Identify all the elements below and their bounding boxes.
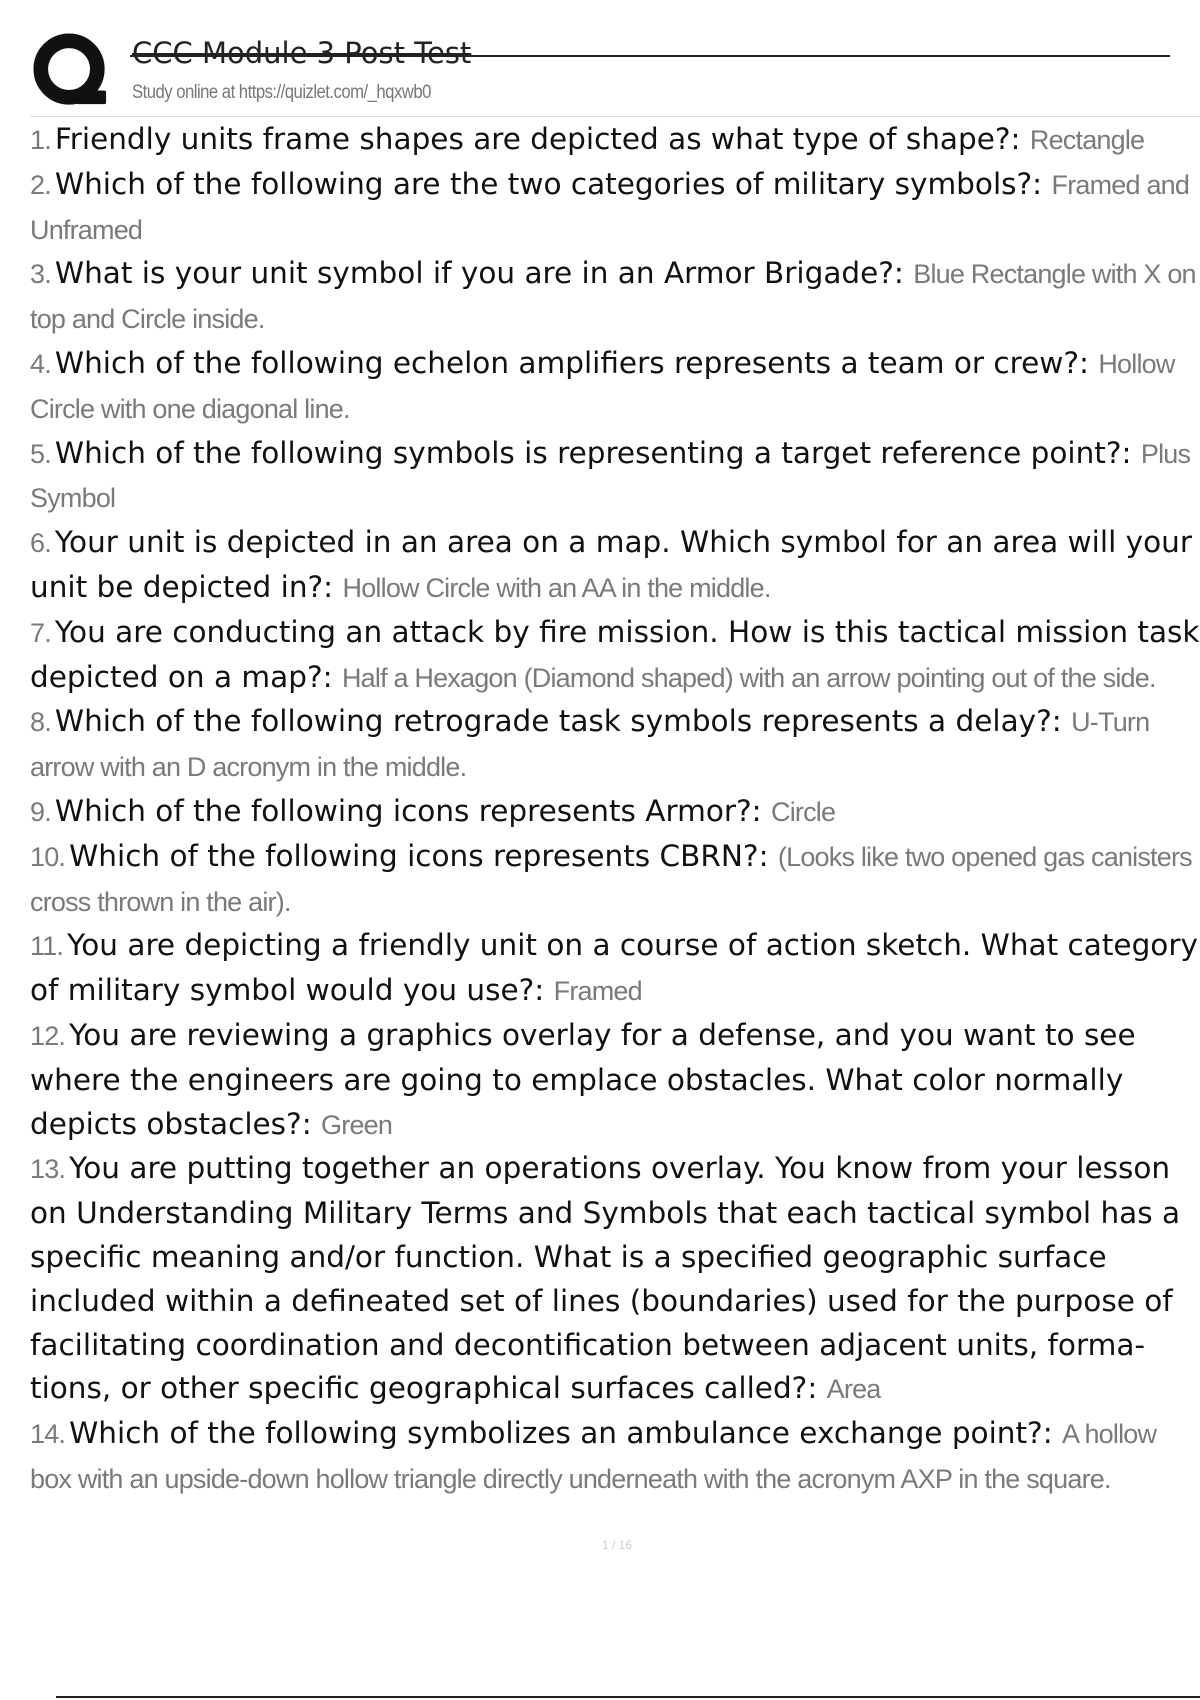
answer-text: Half a Hexagon (Diamond shaped) with an arrow pointing out of the side. — [341, 662, 1156, 693]
answer-text: (Looks like two opened gas canisters cross thrown in the air). — [30, 841, 1192, 917]
answer-text: U-Turn arrow with an D acronym in the middle. — [30, 707, 1150, 783]
question-text: Which of the following symbols is representing a target reference point?: — [54, 435, 1132, 470]
question-number: 14. — [30, 1419, 66, 1450]
question-item — [30, 835, 1200, 925]
question-number: 1. — [30, 125, 51, 155]
question-item — [30, 118, 1200, 163]
question-text: Friendly units frame shapes are depicted as what type of shape?: — [54, 122, 1021, 156]
question-number: 7. — [30, 617, 51, 648]
question-number: 2. — [30, 169, 51, 200]
question-number: 10. — [30, 841, 66, 872]
question-item — [30, 163, 1200, 253]
answer-text: Rectangle — [1029, 125, 1145, 155]
question-item — [30, 1147, 1200, 1412]
question-text: You are putting together an operations overlay. You know from your lesson on Understanding Military Terms and Symbols that each tactical symbol has a specific meaning and/or function. What is a specified geographic surface included within a defineated set of lines (boundaries) used for the purpose of facilitating coordination and decontification between adjacent units, forma-tions, or other specific geographical surfaces called?: — [30, 1151, 1181, 1406]
question-item — [30, 521, 1200, 611]
question-number: 6. — [30, 528, 51, 559]
question-text: Which of the following are the two categories of military symbols?: — [54, 166, 1043, 201]
question-number: 4. — [30, 348, 51, 379]
question-item — [30, 924, 1200, 1014]
question-text: Your unit is depicted in an area on a map. Which symbol for an area will your unit be depicted in?: — [30, 525, 1192, 604]
study-online-link[interactable]: Study online at https://quizlet.com/_hqxwb0 — [132, 82, 431, 103]
question-item — [30, 1412, 1200, 1502]
page-number: 1 / 16 — [601, 1538, 633, 1552]
document-header — [30, 30, 1142, 112]
question-text: You are conducting an attack by fire mission. How is this tactical mission task depicted on a map?: — [30, 614, 1200, 694]
question-number: 13. — [30, 1154, 66, 1185]
question-text: You are depicting a friendly unit on a course of action sketch. What category of military symbol would you use?: — [30, 928, 1198, 1008]
question-text: Which of the following retrograde task symbols represents a delay?: — [54, 704, 1062, 739]
answer-text: Framed — [553, 976, 642, 1007]
answer-text: Area — [826, 1374, 881, 1405]
question-item — [30, 342, 1200, 432]
question-text: Which of the following echelon amplifiers represents a team or crew?: — [54, 345, 1089, 380]
question-number: 8. — [30, 707, 51, 738]
header-divider — [30, 116, 1200, 117]
question-number: 11. — [30, 931, 64, 962]
question-answer-list — [30, 118, 1200, 1502]
answer-text: Circle — [771, 796, 836, 827]
question-item — [30, 432, 1200, 522]
document-title: CCC Module 3 Post Test — [132, 36, 472, 70]
question-number: 12. — [30, 1020, 66, 1051]
answer-text: A hollow box with an upside-down hollow triangle directly underneath with the acronym AXP in the square. — [30, 1419, 1157, 1494]
question-text: You are reviewing a graphics overlay for a defense, and you want to see where the engineers are going to emplace obstacles. What color normally depicts obstacles?: — [30, 1017, 1136, 1141]
quizlet-q-logo-icon — [32, 32, 110, 110]
question-number: 3. — [30, 259, 51, 290]
answer-text: Hollow Circle with an AA in the middle. — [342, 572, 771, 603]
question-number: 5. — [30, 438, 51, 469]
question-number: 9. — [30, 796, 51, 827]
question-text: Which of the following icons represents Armor?: — [54, 793, 762, 828]
question-item — [30, 790, 1200, 835]
answer-text: Green — [321, 1109, 393, 1140]
footer-divider — [56, 1696, 1200, 1698]
answer-text: Hollow Circle with one diagonal line. — [30, 348, 1175, 424]
question-item — [30, 611, 1200, 701]
answer-text: Framed and Unframed — [30, 169, 1190, 245]
answer-text: Plus Symbol — [30, 438, 1191, 514]
question-item — [30, 1014, 1200, 1147]
question-item — [30, 252, 1200, 342]
question-item — [30, 700, 1200, 790]
question-text: Which of the following symbolizes an ambulance exchange point?: — [69, 1416, 1053, 1451]
question-text: Which of the following icons represents CBRN?: — [69, 838, 769, 873]
question-text: What is your unit symbol if you are in an Armor Brigade?: — [54, 256, 904, 291]
answer-text: Blue Rectangle with X on top and Circle inside. — [30, 259, 1196, 335]
